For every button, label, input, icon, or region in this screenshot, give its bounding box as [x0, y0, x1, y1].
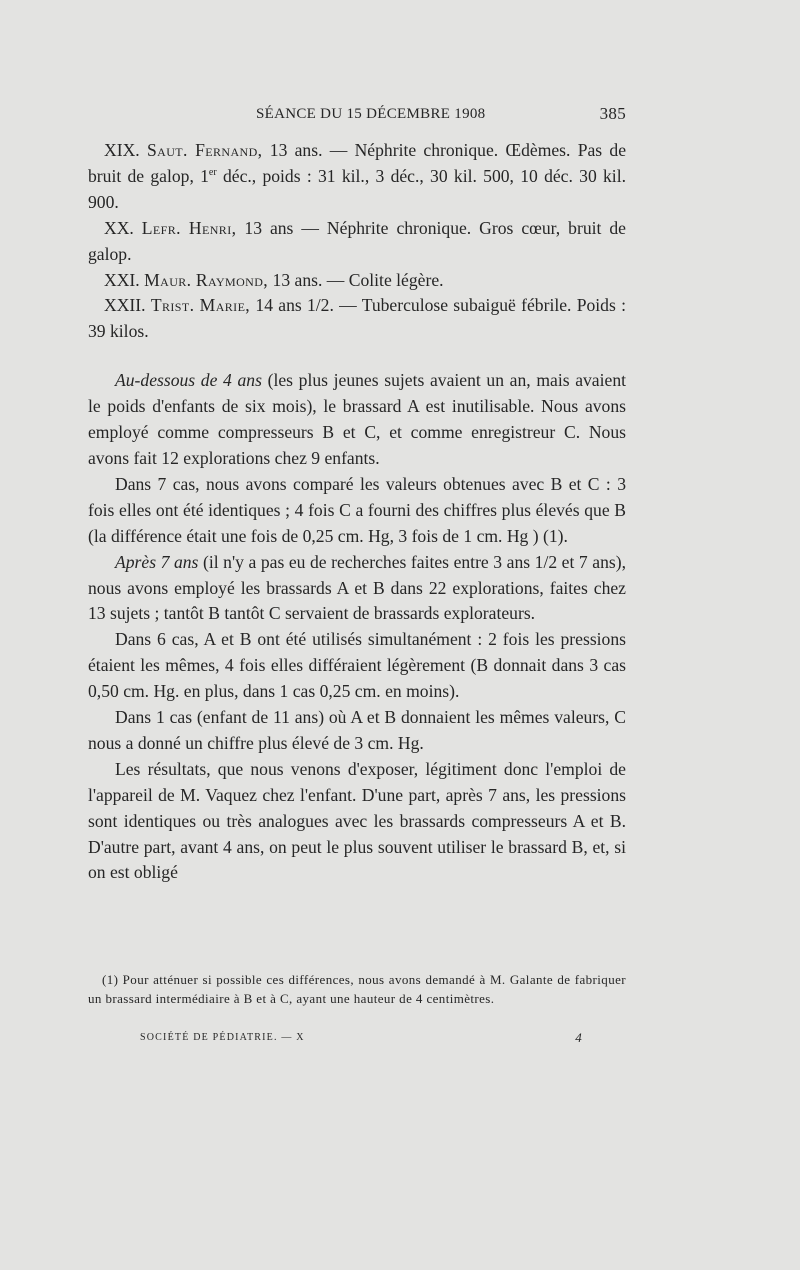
paragraph-after-7: Après 7 ans (il n'y a pas eu de recherches faites entre 3 ans 1/2 et 7 ans), nous avons employé les brassards A et B dans 22 explorations, faites chez 13 sujets ; tantôt B tantôt C servaient de brassards explorateurs.: [88, 551, 626, 624]
body-text: [88, 368, 626, 886]
signature-number: 4: [575, 1030, 583, 1045]
case-entry-xxi: XXI. Maur. Raymond, 13 ans. — Colite légère.: [104, 269, 444, 290]
paragraph-results: Les résultats, que nous venons d'exposer, légitiment donc l'emploi de l'appareil de M. Vaquez chez l'enfant. D'une part, après 7 ans, les pressions sont identiques ou très analogues avec les brassards compresseurs A et B. D'autre part, avant 4 ans, on peut le plus souvent utiliser le brassard B, et, si on est obligé: [88, 758, 626, 883]
paragraph-6-cases: Dans 6 cas, A et B ont été utilisés simultanément : 2 fois les pressions étaient les mêmes, 4 fois elles différaient légèrement (B donnait dans 3 cas 0,50 cm. Hg. en plus, dans 1 cas 0,25 cm. en moins).: [88, 629, 626, 702]
case-entry-xix: XIX. Saut. Fernand, 13 ans. — Néphrite chronique. Œdèmes. Pas de bruit de galop, 1er déc., poids : 31 kil., 3 déc., 30 kil. 500, 10 déc. 30 kil. 900.: [88, 140, 627, 212]
running-head: SÉANCE DU 15 DÉCEMBRE 1908: [256, 106, 486, 122]
case-entry-xx: XX. Lefr. Henri, 13 ans — Néphrite chronique. Gros cœur, bruit de galop.: [88, 217, 626, 264]
case-entry-xxii: XXII. Trist. Marie, 14 ans 1/2. — Tuberculose subaiguë fébrile. Poids : 39 kilos.: [88, 295, 626, 342]
footnote: [88, 970, 626, 1008]
case-list: [88, 138, 626, 345]
page-body: [88, 138, 626, 886]
page-number: 385: [599, 104, 626, 123]
signature-society: SOCIÉTÉ DE PÉDIATRIE. — X: [140, 1032, 305, 1043]
paragraph-under-4: Au-dessous de 4 ans (les plus jeunes sujets avaient un an, mais avaient le poids d'enfants de six mois), le brassard A est inutilisable. Nous avons employé comme compresseurs B et C, et comme enregistreur C. Nous avons fait 12 explorations chez 9 enfants.: [88, 370, 626, 468]
paragraph-1-case: Dans 1 cas (enfant de 11 ans) où A et B donnaient les mêmes valeurs, C nous a donné un chiffre plus élevé de 3 cm. Hg.: [88, 707, 626, 753]
paragraph-7-cases: Dans 7 cas, nous avons comparé les valeurs obtenues avec B et C : 3 fois elles ont été identiques ; 4 fois C a fourni des chiffres plus élevés que B (la différence était une fois de 0,25 cm. Hg, 3 fois de 1 cm. Hg ) (1).: [88, 473, 626, 546]
footnote-text: (1) Pour atténuer si possible ces différences, nous avons demandé à M. Galante de fabriquer un brassard intermédiaire à B et à C, ayant une hauteur de 4 centimètres.: [88, 972, 626, 1006]
